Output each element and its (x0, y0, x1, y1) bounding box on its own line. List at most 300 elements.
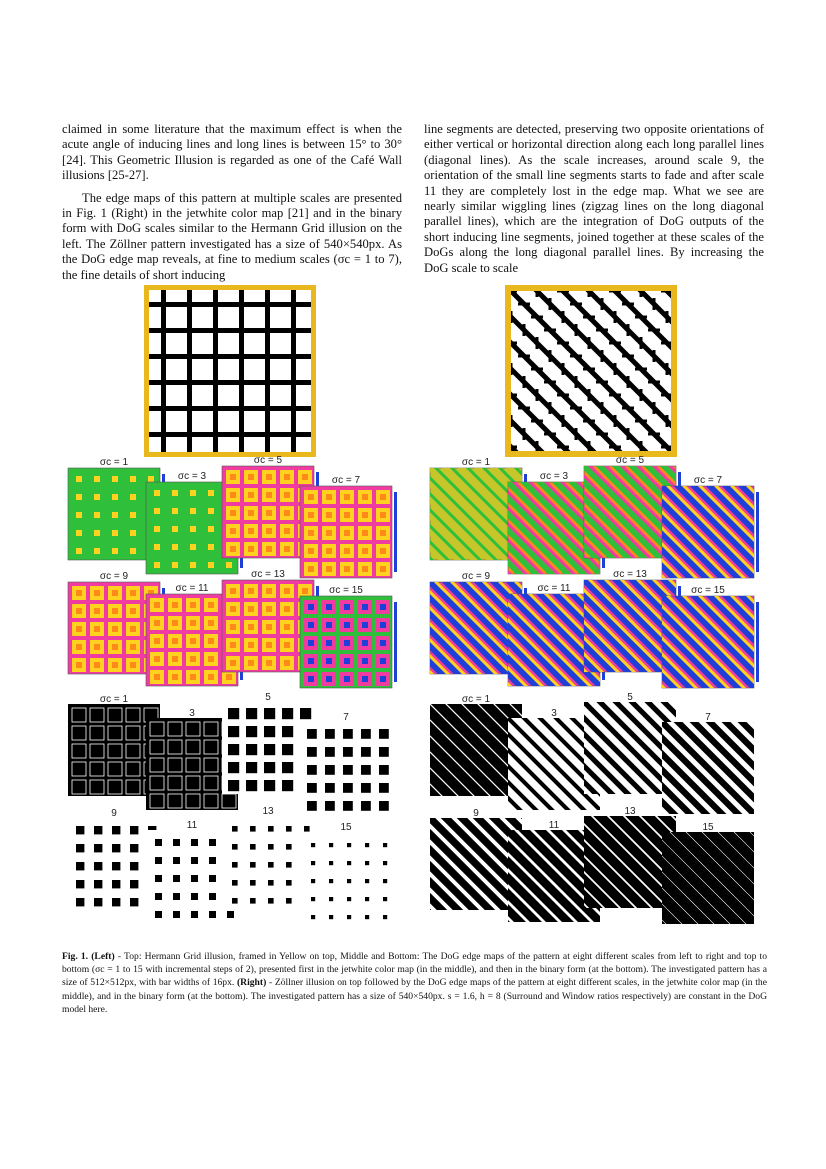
binary-cell (204, 740, 218, 754)
jet-cell-core (326, 512, 332, 518)
binary-cell (191, 875, 198, 882)
jet-cell-core (266, 624, 272, 630)
binary-cell (173, 893, 180, 900)
panel-label: σc = 11 (175, 583, 209, 594)
jet-cell-core (76, 626, 82, 632)
jet-cell-core (362, 658, 368, 664)
jet-cell-core (248, 642, 254, 648)
binary-cell (204, 794, 218, 808)
binary-cell (246, 780, 257, 791)
panel-label: 15 (702, 822, 714, 833)
binary-cell (94, 898, 102, 906)
jet-cell-core (266, 528, 272, 534)
binary-cell (347, 843, 351, 847)
jet-cell-core (230, 510, 236, 516)
hermann-jet-maps (62, 456, 408, 696)
binary-cell (264, 726, 275, 737)
jet-cell-core (326, 676, 332, 682)
panel-label: σc = 9 (461, 571, 491, 582)
binary-cell (286, 844, 292, 850)
binary-cell (311, 915, 315, 919)
binary-cell (264, 762, 275, 773)
binary-cell (232, 844, 238, 850)
jet-cell-core (208, 526, 214, 532)
panel-label: σc = 1 (461, 457, 491, 468)
binary-cell (130, 844, 138, 852)
binary-cell (108, 780, 122, 794)
binary-cell (130, 862, 138, 870)
jet-cell-core (362, 512, 368, 518)
hermann-bar-h (149, 302, 311, 307)
binary-cell (307, 765, 317, 775)
binary-cell (228, 708, 239, 719)
binary-cell (72, 708, 86, 722)
jet-cell-core (380, 658, 386, 664)
binary-cell (130, 880, 138, 888)
jet-cell-core (94, 644, 100, 650)
binary-cell (186, 758, 200, 772)
jet-cell-core (154, 602, 160, 608)
jet-cell-core (112, 548, 118, 554)
jet-cell-core (326, 658, 332, 664)
binary-cell (343, 729, 353, 739)
jet-cell-core (94, 608, 100, 614)
binary-cell (126, 708, 140, 722)
binary-cell (108, 708, 122, 722)
binary-cell (365, 897, 369, 901)
jet-cell-core (380, 604, 386, 610)
binary-cell (150, 794, 164, 808)
jet-cell-core (380, 676, 386, 682)
jet-cell-core (266, 546, 272, 552)
jet-cell-core (302, 588, 308, 594)
jet-cell-core (344, 640, 350, 646)
jet-cell-core (266, 588, 272, 594)
binary-cell (126, 744, 140, 758)
jet-panel (300, 596, 397, 688)
jet-cell-core (362, 566, 368, 572)
jet-cell-core (172, 544, 178, 550)
jet-cell-core (248, 588, 254, 594)
binary-cell (250, 862, 256, 868)
panel-label: σc = 15 (691, 585, 725, 596)
binary-cell (300, 708, 311, 719)
binary-cell (365, 879, 369, 883)
jet-cell-core (112, 608, 118, 614)
binary-cell (329, 897, 333, 901)
jet-cell-core (172, 526, 178, 532)
jet-cell-core (208, 490, 214, 496)
binary-cell (72, 762, 86, 776)
binary-cell (379, 729, 389, 739)
binary-cell (347, 879, 351, 883)
jet-cell-core (76, 590, 82, 596)
jet-cell-core (130, 608, 136, 614)
jet-cell-core (308, 494, 314, 500)
binary-cell (76, 844, 84, 852)
binary-cell (311, 861, 315, 865)
jet-cell-core (190, 620, 196, 626)
binary-cell (186, 794, 200, 808)
binary-cell (250, 844, 256, 850)
jet-cell-core (94, 590, 100, 596)
jet-cell-core (208, 508, 214, 514)
jet-cell-core (308, 548, 314, 554)
jet-cell-core (208, 674, 214, 680)
binary-cell (72, 744, 86, 758)
binary-cell (204, 722, 218, 736)
binary-cell (126, 780, 140, 794)
jet-cell-core (308, 676, 314, 682)
jet-cell-core (130, 644, 136, 650)
jet-cell-core (190, 508, 196, 514)
binary-cell (282, 780, 293, 791)
left-paragraph-2: The edge maps of this pattern at multiple scales are presented in Fig. 1 (Right) in the jetwhite color map [21] and in the binary form with DoG scales similar to the Hermann Grid illusion on the left. The Zöllner pattern investigated has a size of 540×540px. As the DoG edge map reveals, at fine to medium scales (σc = 1 to 7), the fine details of short inducing (62, 190, 402, 282)
jet-cell-core (284, 492, 290, 498)
jet-cell-core (284, 606, 290, 612)
jet-cell-core (172, 620, 178, 626)
binary-cell (168, 758, 182, 772)
jet-cell-core (130, 662, 136, 668)
binary-cell (155, 857, 162, 864)
jet-cell-core (190, 490, 196, 496)
jet-cell-core (326, 530, 332, 536)
jet-cell-core (284, 474, 290, 480)
jet-cell-core (154, 544, 160, 550)
binary-cell (365, 843, 369, 847)
binary-cell (76, 862, 84, 870)
binary-cell (126, 762, 140, 776)
binary-cell (325, 747, 335, 757)
binary-cell (343, 783, 353, 793)
hermann-bar-v (213, 290, 218, 452)
binary-cell (286, 880, 292, 886)
jet-cell-core (112, 476, 118, 482)
panel-label: 7 (343, 712, 349, 723)
binary-cell (232, 898, 238, 904)
jet-cell-core (230, 642, 236, 648)
jet-cell-core (112, 644, 118, 650)
jet-panel (300, 486, 397, 578)
hermann-background (149, 290, 311, 452)
jet-cell-core (130, 494, 136, 500)
jet-cell-core (230, 546, 236, 552)
binary-cell (191, 839, 198, 846)
binary-cell (232, 826, 238, 832)
binary-cell (94, 826, 102, 834)
jet-cell-core (248, 606, 254, 612)
binary-cell (268, 844, 274, 850)
panel-label: σc = 15 (329, 585, 363, 596)
jet-cell-core (266, 660, 272, 666)
jet-cell-core (94, 494, 100, 500)
hermann-bar-v (239, 290, 244, 452)
jet-cell-core (326, 604, 332, 610)
binary-cell (325, 801, 335, 811)
hermann-bar-h (149, 406, 311, 411)
jet-cell-core (130, 512, 136, 518)
binary-cell (173, 857, 180, 864)
binary-cell (209, 857, 216, 864)
jet-cell-core (266, 474, 272, 480)
binary-cell (250, 898, 256, 904)
binary-cell (383, 861, 387, 865)
jet-cell-core (344, 512, 350, 518)
jet-cell-core (230, 474, 236, 480)
binary-cell (72, 780, 86, 794)
jet-colorbar (394, 602, 397, 682)
panel-label: 13 (624, 806, 636, 817)
jet-cell-core (326, 566, 332, 572)
binary-cell (246, 762, 257, 773)
binary-cell (150, 776, 164, 790)
binary-cell (186, 722, 200, 736)
binary-cell (186, 776, 200, 790)
jet-cell-core (76, 644, 82, 650)
binary-cell (325, 783, 335, 793)
binary-cell (383, 897, 387, 901)
binary-cell (329, 915, 333, 919)
jet-cell-core (130, 590, 136, 596)
jet-cell-core (172, 602, 178, 608)
binary-cell (191, 911, 198, 918)
binary-cell (155, 911, 162, 918)
binary-cell (365, 915, 369, 919)
panel-label: σc = 3 (539, 471, 569, 482)
panel-label: 7 (705, 712, 711, 723)
panel-label: 13 (262, 806, 274, 817)
jet-cell-core (94, 662, 100, 668)
binary-cell (329, 879, 333, 883)
binary-cell (282, 726, 293, 737)
binary-cell (347, 915, 351, 919)
hermann-binary-maps (62, 692, 408, 924)
binary-cell (112, 898, 120, 906)
panel-label: σc = 3 (177, 471, 207, 482)
jet-cell-core (362, 640, 368, 646)
jet-cell-core (76, 476, 82, 482)
jet-cell-core (362, 622, 368, 628)
jet-cell-core (344, 658, 350, 664)
panel-label: 15 (340, 822, 352, 833)
binary-cell (264, 744, 275, 755)
jet-cell-core (284, 660, 290, 666)
binary-cell (173, 911, 180, 918)
binary-cell (76, 898, 84, 906)
jet-cell-core (380, 640, 386, 646)
hermann-bar-v (265, 290, 270, 452)
binary-cell (232, 862, 238, 868)
panel-label: 11 (186, 820, 198, 831)
panel-label: 3 (189, 708, 195, 719)
jet-colorbar (756, 602, 759, 682)
binary-cell (361, 747, 371, 757)
binary-cell (246, 744, 257, 755)
binary-cell (186, 740, 200, 754)
jet-cell-core (208, 544, 214, 550)
jet-cell-core (208, 602, 214, 608)
binary-cell (108, 762, 122, 776)
panel-label: σc = 13 (251, 569, 285, 580)
jet-cell-core (130, 548, 136, 554)
jet-cell-core (94, 530, 100, 536)
binary-cell (264, 708, 275, 719)
binary-cell (282, 744, 293, 755)
binary-cell (311, 897, 315, 901)
binary-cell (250, 826, 256, 832)
binary-cell (191, 857, 198, 864)
jet-cell-core (226, 562, 232, 568)
jet-cell-core (76, 548, 82, 554)
binary-cell (126, 726, 140, 740)
jet-cell-core (308, 566, 314, 572)
binary-cell (379, 801, 389, 811)
jet-cell-core (266, 642, 272, 648)
jet-cell-core (190, 544, 196, 550)
jet-colorbar (394, 492, 397, 572)
jet-cell-core (76, 494, 82, 500)
binary-cell (329, 843, 333, 847)
jet-cell-core (248, 660, 254, 666)
jet-cell-core (308, 512, 314, 518)
jet-cell-core (94, 512, 100, 518)
binary-cell (108, 726, 122, 740)
jet-cell-core (154, 490, 160, 496)
jet-cell-core (190, 674, 196, 680)
binary-cell (191, 893, 198, 900)
jet-cell-core (112, 530, 118, 536)
panel-label: σc = 13 (613, 569, 647, 580)
binary-cell (90, 762, 104, 776)
jet-cell-core (326, 494, 332, 500)
zollner-binary-maps (424, 692, 770, 924)
jet-cell-core (172, 508, 178, 514)
binary-cell (155, 839, 162, 846)
binary-cell (108, 744, 122, 758)
panel-label: σc = 9 (99, 571, 129, 582)
binary-cell (112, 826, 120, 834)
jet-cell-core (172, 674, 178, 680)
binary-cell (130, 898, 138, 906)
binary-cell (94, 880, 102, 888)
jet-cell-core (230, 492, 236, 498)
jet-cell-core (172, 562, 178, 568)
hermann-bar-h (149, 328, 311, 333)
binary-cell (209, 875, 216, 882)
binary-cell (361, 765, 371, 775)
jet-cell-core (112, 512, 118, 518)
jet-cell-core (154, 526, 160, 532)
binary-cell (228, 744, 239, 755)
binary-cell (268, 862, 274, 868)
jet-cell-core (154, 562, 160, 568)
binary-cell (150, 758, 164, 772)
jet-cell-core (112, 626, 118, 632)
binary-cell (379, 783, 389, 793)
jet-cell-core (154, 656, 160, 662)
jet-cell-core (362, 676, 368, 682)
jet-cell-core (344, 604, 350, 610)
jet-cell-core (190, 656, 196, 662)
jet-cell-core (76, 608, 82, 614)
binary-cell (282, 708, 293, 719)
jet-cell-core (130, 626, 136, 632)
binary-cell (311, 843, 315, 847)
jet-cell-core (190, 638, 196, 644)
jet-cell-core (380, 548, 386, 554)
binary-cell (72, 726, 86, 740)
binary-cell (232, 880, 238, 886)
jet-cell-core (284, 642, 290, 648)
jet-cell-core (344, 548, 350, 554)
binary-cell (307, 783, 317, 793)
jet-cell-core (266, 510, 272, 516)
binary-cell (168, 794, 182, 808)
zollner-figure (505, 285, 677, 457)
binary-cell (150, 722, 164, 736)
binary-cell (228, 762, 239, 773)
binary-cell (383, 843, 387, 847)
binary-cell (228, 780, 239, 791)
panel-label: 5 (627, 692, 633, 703)
jet-cell-core (248, 528, 254, 534)
jet-cell-core (284, 528, 290, 534)
panel-label: 9 (111, 808, 117, 819)
jet-cell-core (230, 660, 236, 666)
jet-cell-core (76, 662, 82, 668)
binary-cell (173, 839, 180, 846)
binary-cell (155, 875, 162, 882)
binary-cell (90, 726, 104, 740)
caption-right-label: (Right) (236, 977, 267, 989)
jet-cell-core (230, 624, 236, 630)
binary-cell (325, 765, 335, 775)
jet-cell-core (344, 530, 350, 536)
jet-cell-core (308, 530, 314, 536)
binary-panel (300, 722, 392, 814)
binary-cell (246, 708, 257, 719)
binary-cell (307, 729, 317, 739)
jet-cell-core (248, 474, 254, 480)
jet-cell-core (344, 676, 350, 682)
jet-cell-core (112, 662, 118, 668)
right-column (424, 122, 764, 276)
jet-cell-core (362, 494, 368, 500)
panel-label: σc = 5 (253, 456, 283, 466)
jet-cell-core (362, 530, 368, 536)
binary-cell (168, 776, 182, 790)
binary-cell (361, 729, 371, 739)
jet-cell-core (308, 640, 314, 646)
binary-cell (228, 726, 239, 737)
binary-cell (343, 801, 353, 811)
jet-cell-core (154, 508, 160, 514)
binary-cell (343, 765, 353, 775)
jet-cell-core (76, 512, 82, 518)
jet-cell-core (344, 622, 350, 628)
jet-colorbar (756, 492, 759, 572)
jet-cell-core (76, 530, 82, 536)
jet-cell-core (266, 606, 272, 612)
jet-cell-core (362, 548, 368, 554)
jet-cell-core (248, 624, 254, 630)
jet-cell-core (230, 528, 236, 534)
binary-cell (209, 839, 216, 846)
caption-right-text: - Zöllner illusion on top followed by the DoG edge maps of the pattern at eight different scales, in the jetwhite color map (in the middle), and in the binary form (at the bottom). The investigated pattern has a size of 540×540px. s = 1.6, h = 8 (Surround and Window ratios respectively) are constant in the DoG model here. (62, 977, 767, 1015)
binary-cell (268, 898, 274, 904)
jet-cell-core (380, 530, 386, 536)
binary-cell (347, 897, 351, 901)
